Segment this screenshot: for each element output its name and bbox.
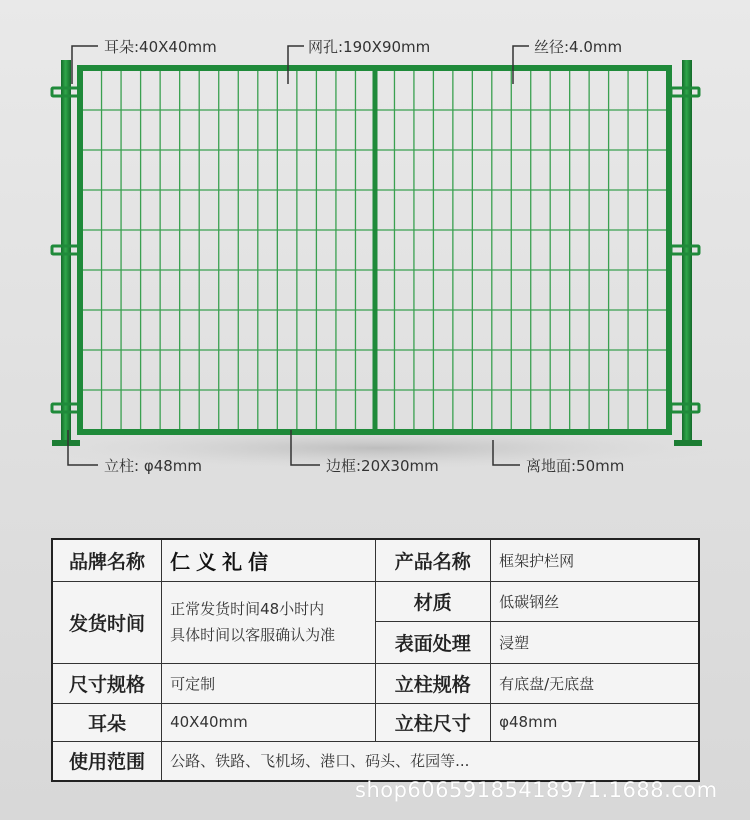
shipping-value: [162, 581, 375, 663]
ground-callout: 离地面:50mm: [526, 457, 625, 475]
shop-watermark: shop60659185418971.1688.com: [355, 778, 718, 802]
size-value: 可定制: [162, 663, 375, 703]
post-size-label: 立柱尺寸: [375, 703, 491, 741]
surface-value: 浸塑: [491, 621, 699, 663]
post-spec-label: 立柱规格: [375, 663, 491, 703]
shipping-label: 发货时间: [52, 581, 162, 663]
ear-callout: 耳朵:40X40mm: [104, 38, 217, 56]
mesh-callout: 网孔:190X90mm: [308, 38, 431, 56]
post-spec-value: 有底盘/无底盘: [491, 663, 699, 703]
table-row: [52, 703, 699, 741]
usage-value: 公路、铁路、飞机场、港口、码头、花园等...: [162, 741, 699, 781]
table-row: [52, 581, 699, 621]
spec-table: [51, 538, 700, 782]
brand-label: 品牌名称: [52, 539, 162, 581]
usage-label: 使用范围: [52, 741, 162, 781]
brand-value: 仁义礼信: [162, 539, 375, 581]
table-row: [52, 663, 699, 703]
post-size-value: φ48mm: [491, 703, 699, 741]
table-row: [52, 741, 699, 781]
frame-callout: 边框:20X30mm: [326, 457, 439, 475]
shipping-line-1: 正常发货时间48小时内: [170, 600, 325, 618]
callout-leaders: [68, 46, 529, 465]
surface-label: 表面处理: [375, 621, 491, 663]
ear-label: 耳朵: [52, 703, 162, 741]
product-name-label: 产品名称: [375, 539, 491, 581]
shipping-line-2: 具体时间以客服确认为准: [170, 626, 336, 644]
material-value: 低碳钢丝: [491, 581, 699, 621]
material-label: 材质: [375, 581, 491, 621]
ear-value: 40X40mm: [162, 703, 375, 741]
post-callout: 立柱: φ48mm: [104, 457, 203, 475]
wire-callout: 丝径:4.0mm: [534, 38, 623, 56]
right-post-base: [674, 440, 702, 446]
left-post-base: [52, 440, 80, 446]
product-name-value: 框架护栏网: [491, 539, 699, 581]
size-label: 尺寸规格: [52, 663, 162, 703]
table-row: [52, 539, 699, 581]
